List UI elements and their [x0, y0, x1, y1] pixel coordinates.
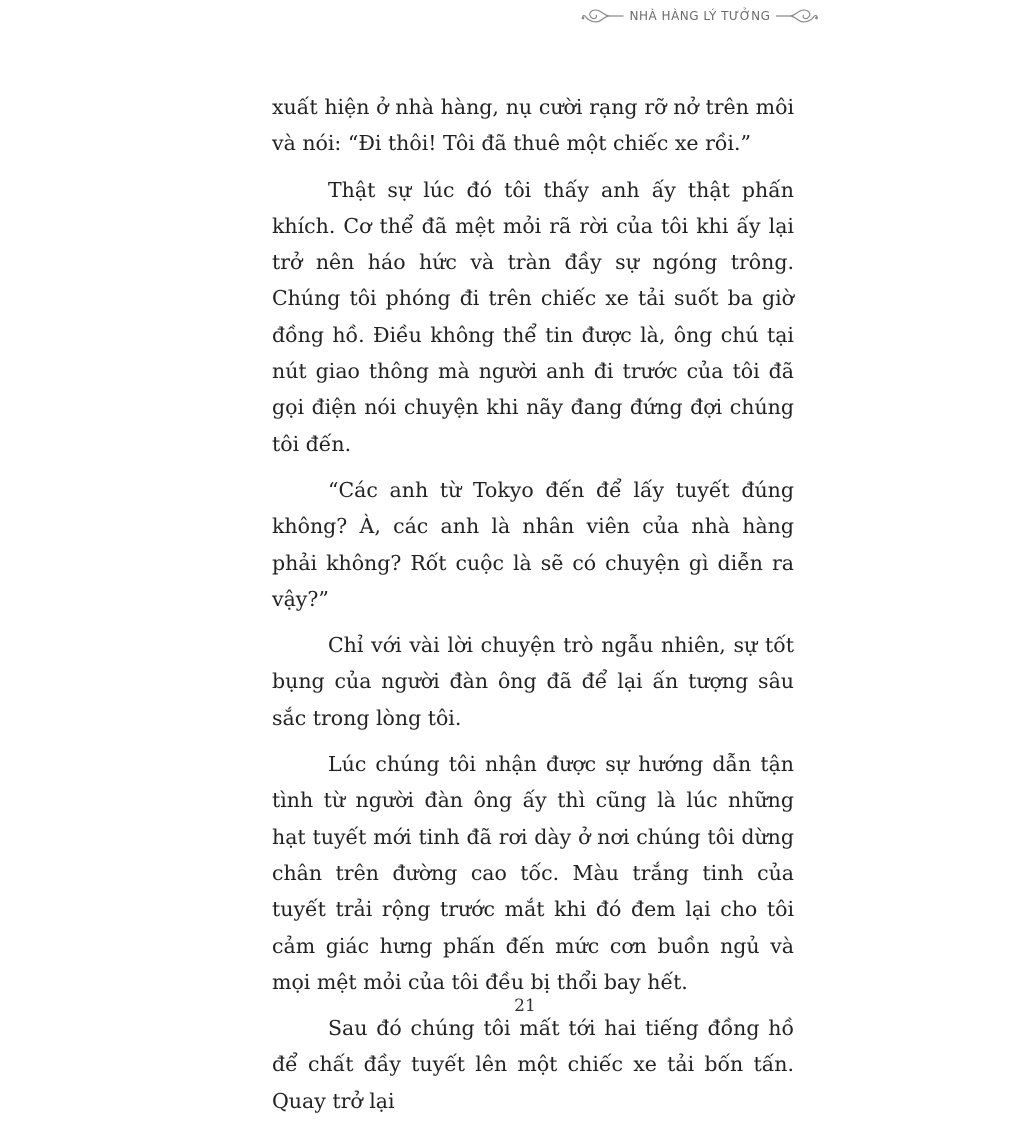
page-number: 21: [514, 996, 536, 1016]
paragraph: Lúc chúng tôi nhận được sự hướng dẫn tận tình từ người đàn ông ấy thì cũng là lúc những hạt tuyết mới tinh đã rơi dày ở nơi chúng tôi dừng chân trên đường cao tốc. Màu trắng tinh của tuyết trải rộng trước mắt khi đó đem lại cho tôi cảm giác hưng phấn đến mức cơn buồn ngủ và mọi mệt mỏi của tôi đều bị thổi bay hết.: [272, 752, 794, 994]
right-flourish-icon: [774, 5, 820, 27]
paragraph: Thật sự lúc đó tôi thấy anh ấy thật phấn khích. Cơ thể đã mệt mỏi rã rời của tôi khi ấy lại trở nên háo hức và tràn đầy sự ngóng trông. Chúng tôi phóng đi trên chiếc xe tải suốt ba giờ đồng hồ. Điều không thể tin được là, ông chú tại nút giao thông mà người anh đi trước của tôi đã gọi điện nói chuyện khi nãy đang đứng đợi chúng tôi đến.: [272, 177, 794, 456]
paragraph: “Các anh từ Tokyo đến để lấy tuyết đúng không? À, các anh là nhân viên của nhà hàng phải không? Rốt cuộc là sẽ có chuyện gì diễn ra vậy?”: [272, 477, 794, 611]
running-header-title: NHÀ HÀNG LÝ TƯỞNG: [629, 9, 771, 23]
paragraph-continued: xuất hiện ở nhà hàng, nụ cười rạng rỡ nở trên môi và nói: “Đi thôi! Tôi đã thuê một chiếc xe rồi.”: [272, 95, 794, 156]
left-flourish-icon: [580, 5, 626, 27]
paragraph: Sau đó chúng tôi mất tới hai tiếng đồng hồ để chất đầy tuyết lên một chiếc xe tải bốn tấn. Quay trở lại: [272, 1016, 794, 1113]
paragraph: Chỉ với vài lời chuyện trò ngẫu nhiên, sự tốt bụng của người đàn ông đã để lại ấn tượng sâu sắc trong lòng tôi.: [272, 633, 794, 730]
running-header: [580, 4, 820, 28]
body-text: [272, 89, 794, 1129]
